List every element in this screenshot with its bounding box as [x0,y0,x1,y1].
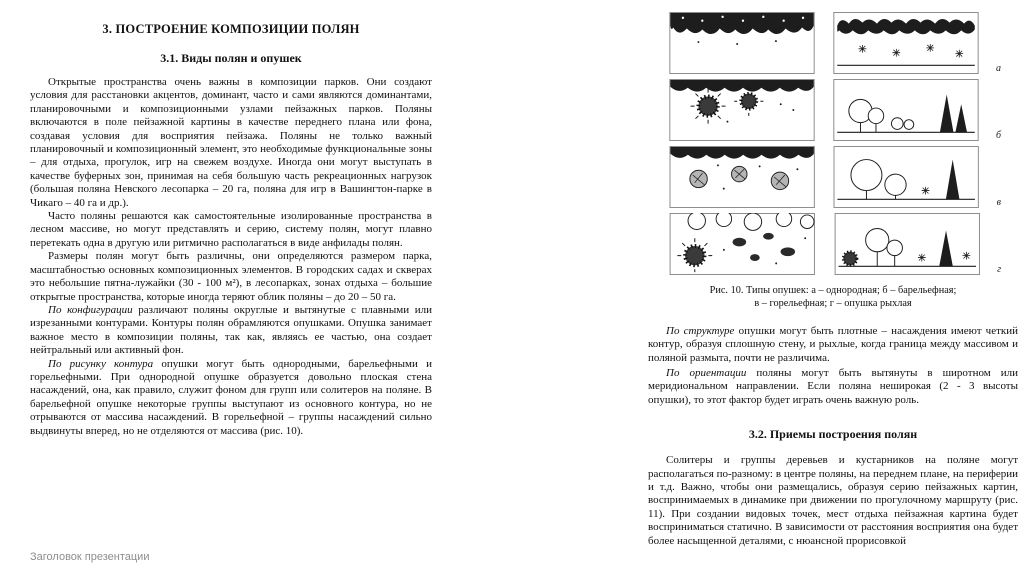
figure-row-c [665,146,1001,208]
left-column [30,16,432,438]
figure-row-d [665,213,1001,275]
paragraph [30,210,432,250]
figure-caption-line1: Рис. 10. Типы опушек: а – однородная; б – барельефная; [709,285,957,296]
paragraph [30,250,432,304]
edge-a-plan-drawing [665,12,819,74]
figure-row-label-a: а [996,63,1001,74]
paragraph-text: Открытые пространства очень важны в композиции парков. Они создают условия для расстановки акцентов, доминант, часто и сами являются доминантами, планировочными и композиционными узлами пейзажных парков. Поляны включаются в поле пейзажной картины в качестве переднего плана или фона, создавая условия для восприятия пейзажа. Поляны не только важный планировочный и композиционный элемент, это необходимые функциональные зоны – для отдыха, прогулок, игр на свежем воздухе. Иногда они могут выступать в качестве буферных зон, принимая на себя большую часть рекреационных нагрузок (большая поляна Невского лесопарка – 20 га, поляна для игр в Вашингтон-парке в Чикаго – 40 га и др.). [30,76,432,209]
paragraph-text: различают поляны округлые и вытянутые с плавными или изрезанными контурами. Контуры полян обрамляются опушками. Опушка занимает важное место в композиции поляны, так как, являясь ее частью, она создает нейтральный или активный фон. [30,303,432,357]
figure-row-label-b: б [995,130,1001,141]
right-column-text [648,325,1018,548]
paragraph [30,76,432,210]
figure-row-label-d: г [997,264,1001,275]
figure-row-b [665,79,1001,141]
paragraph-text: опушки могут быть однородными, барельефными и горельефными. При однородной опушке образуется довольно плоская стена насаждений, она, как правило, служит фоном для групп или солитеров на поляне. В барельефной опушке некоторые группы выступают из основного контура, но не отрываются от массива насаждений. В горельефной – группы насаждений сильно выдвинуты вперед, но не отделяются от массива (рис. 10). [30,357,432,437]
paragraph-text: Солитеры и группы деревьев и кустарников на поляне могут располагаться по-разному: в центре поляны, на переднем плане, на периферии и т.д. Важно, чтобы они размещались, образуя серию пейзажных картин, воспринимаемых в динамике при движении по прогулочному маршруту (рис. 11). При создании видовых точек, мест отдыха пейзажная картина будет восприниматься статично. В зависимости от расстояния восприятия она будет более насыщенной деталями, с нюансной прорисовкой [648,454,1018,547]
figure-caption [648,284,1018,311]
paragraph-lead: По структуре [666,324,735,337]
edge-d-plan-drawing [665,213,820,275]
paragraph [648,454,1018,548]
paragraph-lead: По конфигурации [48,303,133,316]
right-column [648,8,1018,550]
presentation-placeholder-footer: Заголовок презентации [30,551,150,563]
figure-row-a [665,12,1001,74]
figure-grid [665,12,1001,275]
paragraph-text: Часто поляны решаются как самостоятельные изолированные пространства в лесном массиве, но могут представлять и серию, систему полян, могут плавно перетекать одна в другую или ритмично располагаться в виде анфилады полян. [30,210,432,249]
paragraph-lead: По ориентации [666,366,747,379]
edge-b-elevation-drawing [829,79,983,141]
paragraph [648,367,1018,407]
figure-edge-types [648,12,1018,311]
paragraph-text: опушки могут быть плотные – насаждения имеют четкий контур, образуя сплошную стену, и рыхлые, когда граница между массивом и поляной размыта, почти не различима. [648,324,1018,364]
paragraph-lead: По рисунку контура [48,357,154,370]
section-title-1: 3.1. Виды полян и опушек [160,51,302,65]
figure-caption-line2: в – горельефная; г – опушка рыхлая [754,298,912,310]
paragraph [30,304,432,358]
paragraph-text: Размеры полян могут быть различны, они определяются размером парка, масштабностью основных композиционных элементов. В городских садах и скверах это небольшие пятна-лужайки (30 - 100 м²), в лесопарках, зонах отдыха – большие открытые пространства, которые иногда теряют облик поляны – до 20 – 50 га. [30,250,432,303]
edge-c-elevation-drawing [829,146,983,208]
edge-c-plan-drawing [665,146,819,208]
edge-b-plan-drawing [665,79,819,141]
chapter-title: 3. ПОСТРОЕНИЕ КОМПОЗИЦИИ ПОЛЯН [102,22,360,36]
paragraph [648,325,1018,365]
paragraph-text: поляны могут быть вытянуты в широтном или меридиональном направлении. Если поляна неширокая (2 - 3 высоты опушки), то этот фактор будет играть очень важную роль. [648,366,1018,406]
figure-row-label-c: в [996,197,1001,208]
edge-d-elevation-drawing [830,213,985,275]
section-title-2: 3.2. Приемы построения полян [748,427,918,442]
paragraph [30,358,432,438]
edge-a-elevation-drawing [829,12,983,74]
